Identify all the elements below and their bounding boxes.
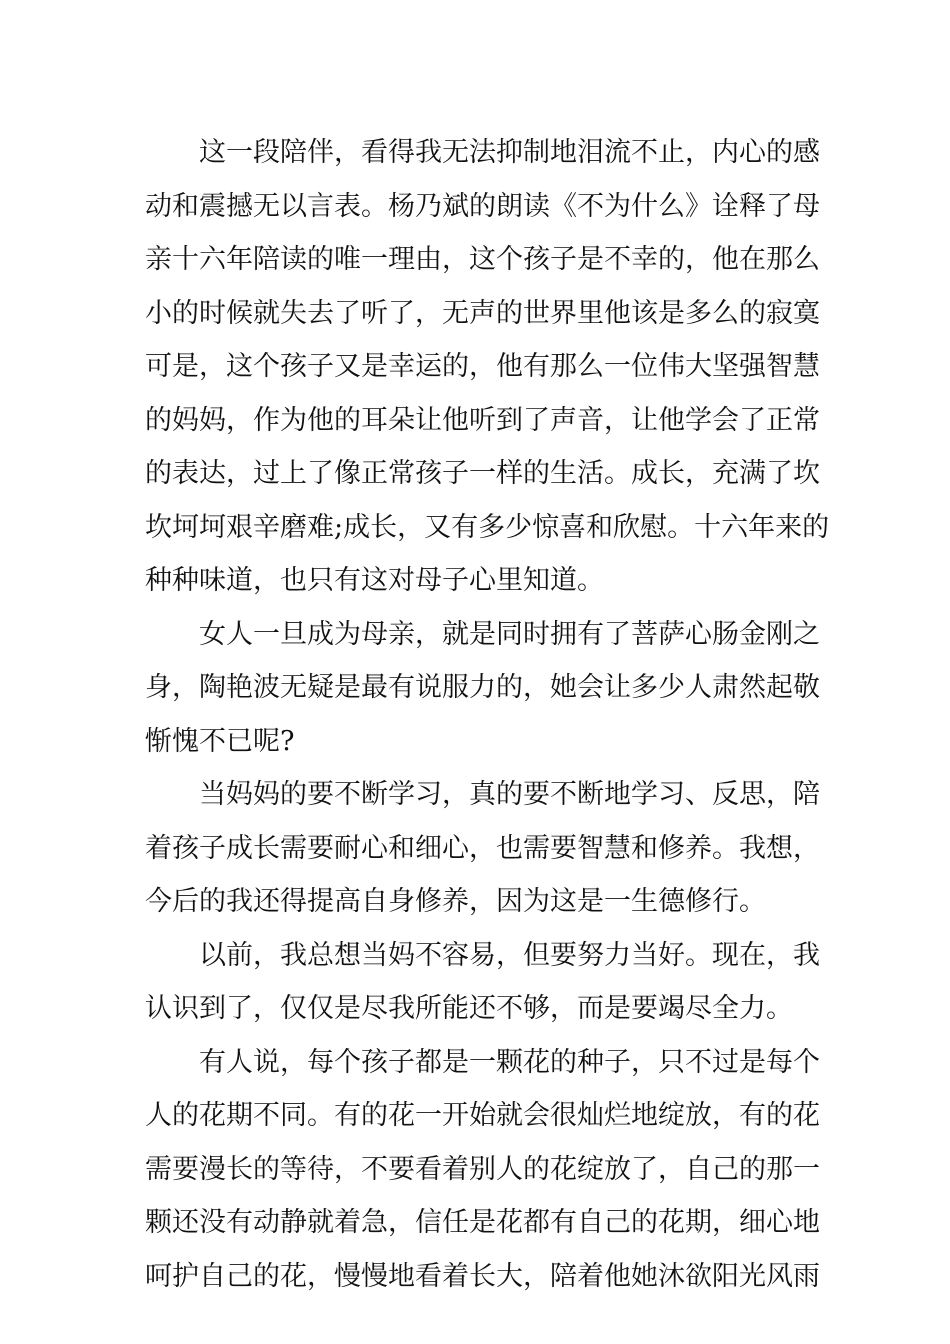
paragraph-1-line-4: 小的时候就失去了听了，无声的世界里他该是多么的寂寞: [145, 297, 820, 329]
paragraph-2-line-2: 身，陶艳波无疑是最有说服力的，她会让多少人肃然起敬: [145, 672, 820, 703]
paragraph-4-line-2: 认识到了，仅仅是尽我所能还不够，而是要竭尽全力。: [145, 993, 793, 1024]
paragraph-1-line-9: 种种味道，也只有这对母子心里知道。: [145, 565, 604, 596]
paragraph-5-line-5: 呵护自己的花，慢慢地看着长大，陪着他她沐欲阳光风雨: [145, 1260, 820, 1292]
paragraph-1-line-6: 的妈妈，作为他的耳朵让他听到了声音，让他学会了正常: [145, 404, 820, 436]
paragraph-5-line-2: 人的花期不同。有的花一开始就会很灿烂地绽放，有的花: [145, 1100, 820, 1131]
paragraph-5-line-4: 颗还没有动静就着急，信任是花都有自己的花期，细心地: [145, 1207, 820, 1238]
paragraph-2-line-1: 女人一旦成为母亲，就是同时拥有了菩萨心肠金刚之: [199, 618, 820, 650]
paragraph-1-line-2: 动和震撼无以言表。杨乃斌的朗读《不为什么》诠释了母: [145, 190, 820, 222]
paragraph-3-line-1: 当妈妈的要不断学习，真的要不断地学习、反思，陪: [199, 779, 820, 810]
paragraph-1-line-8: 坎坷坷艰辛磨难;成长，又有多少惊喜和欣慰。十六年来的: [145, 511, 830, 543]
paragraph-1-line-7: 的表达，过上了像正常孩子一样的生活。成长，充满了坎: [145, 458, 820, 489]
paragraph-5-line-1: 有人说，每个孩子都是一颗花的种子，只不过是每个: [199, 1046, 820, 1078]
paragraph-5-line-3: 需要漫长的等待，不要看着别人的花绽放了，自己的那一: [145, 1153, 820, 1185]
paragraph-1-line-1: 这一段陪伴，看得我无法抑制地泪流不止，内心的感: [199, 137, 820, 168]
paragraph-2-line-3: 惭愧不已呢?: [145, 725, 295, 757]
paragraph-4-line-1: 以前，我总想当妈不容易，但要努力当好。现在，我: [199, 939, 820, 971]
essay-body: [145, 126, 830, 1303]
paragraph-1-line-5: 可是，这个孩子又是幸运的，他有那么一位伟大坚强智慧: [145, 351, 820, 382]
paragraph-3-line-2: 着孩子成长需要耐心和细心，也需要智慧和修养。我想，: [145, 832, 820, 864]
paragraph-1-line-3: 亲十六年陪读的唯一理由，这个孩子是不幸的，他在那么: [145, 244, 820, 275]
paragraph-3-line-3: 今后的我还得提高自身修养，因为这是一生德修行。: [145, 886, 766, 917]
